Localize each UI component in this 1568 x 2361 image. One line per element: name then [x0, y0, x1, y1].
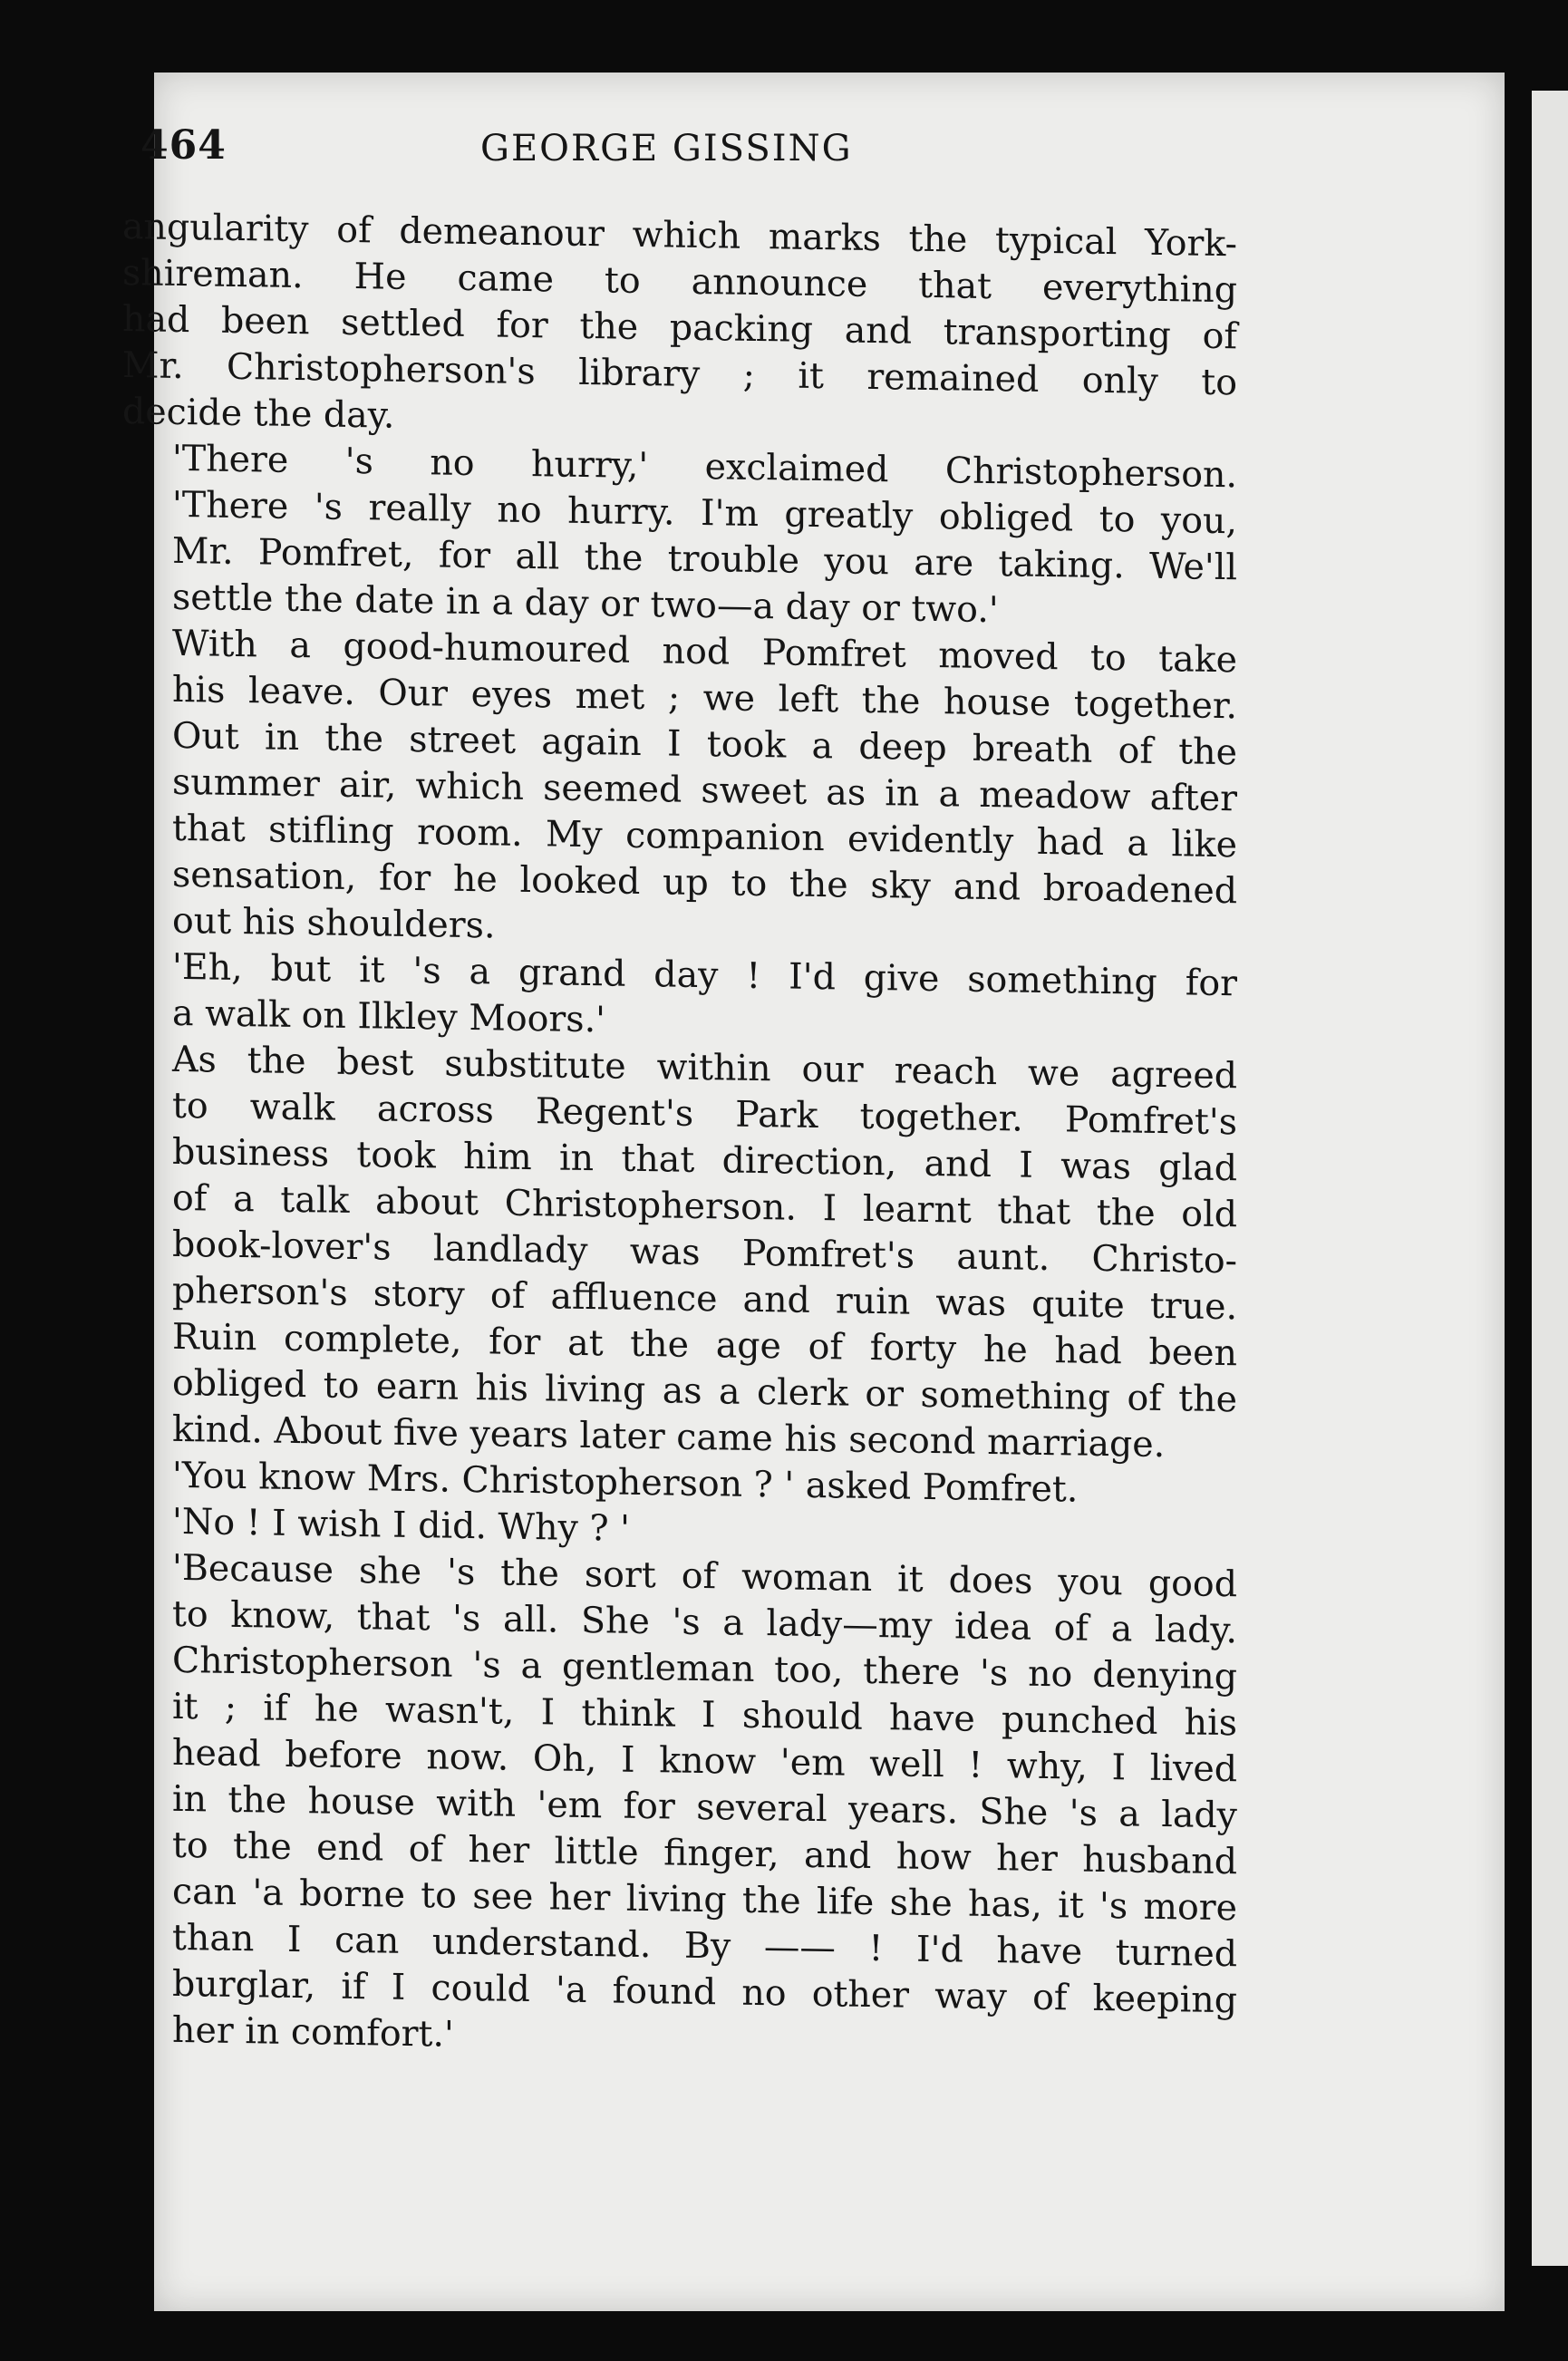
paragraph — [122, 435, 1237, 637]
text-line: can 'a borne to see her living the life she has, it 's more — [172, 1870, 1237, 1930]
text-line: out his shoulders. — [172, 899, 496, 947]
body-text — [122, 204, 1237, 2070]
text-line: of a talk about Christopherson. I learnt that the old — [172, 1176, 1237, 1236]
paragraph — [122, 204, 1237, 452]
text-line: her in comfort.' — [172, 2008, 454, 2056]
text-line: it ; if he wasn't, I think I should have punched his — [172, 1685, 1237, 1745]
text-line: his leave. Our eyes met ; we left the house together. — [172, 668, 1237, 728]
text-line: Mr. Pomfret, for all the trouble you are taking. We'll — [172, 529, 1237, 589]
text-line: in the house with 'em for several years. She 's a lady — [172, 1777, 1237, 1837]
text-line: to know, that 's all. She 's a lady—my idea of a lady. — [172, 1592, 1237, 1652]
paragraph — [122, 1036, 1237, 1469]
page-number: 464 — [140, 122, 227, 169]
paragraph — [122, 943, 1237, 1053]
text-line: a walk on Ilkley Moors.' — [172, 992, 605, 1041]
page-header — [140, 122, 1065, 204]
text-line: 'No ! I wish I did. Why ? ' — [172, 1500, 631, 1550]
text-line: sensation, for he looked up to the sky and broadened — [172, 853, 1237, 913]
paragraph — [122, 620, 1237, 961]
text-line: Ruin complete, for at the age of forty he had been — [172, 1315, 1237, 1375]
text-line: than I can understand. By —— ! I'd have turned — [172, 1916, 1237, 1976]
text-line: to the end of her little finger, and how her husband — [172, 1824, 1237, 1883]
text-line: pherson's story of affluence and ruin was quite true. — [172, 1269, 1237, 1329]
text-line: that stifling room. My companion evidently had a like — [172, 807, 1237, 866]
text-line: kind. About five years later came his second marriage. — [172, 1408, 1166, 1466]
text-line: With a good-humoured nod Pomfret moved to take — [172, 622, 1237, 682]
text-line: burglar, if I could 'a found no other way of keeping — [172, 1962, 1237, 2022]
text-line: to walk across Regent's Park together. Pomfret's — [172, 1084, 1237, 1144]
next-page-edge — [1532, 91, 1568, 2266]
paragraph — [122, 1544, 1237, 2070]
text-line: 'There 's no hurry,' exclaimed Christopherson. — [172, 437, 1237, 497]
text-line: book-lover's landlady was Pomfret's aunt. Christo- — [172, 1223, 1237, 1282]
text-line: decide the day. — [122, 391, 395, 437]
text-line: Christopherson 's a gentleman too, there 's no denying — [172, 1639, 1237, 1698]
running-head: GEORGE GISSING — [480, 128, 853, 169]
text-line: head before now. Oh, I know 'em well ! why, I lived — [172, 1731, 1237, 1791]
text-line: business took him in that direction, and I was glad — [172, 1130, 1237, 1190]
text-line: 'Eh, but it 's a grand day ! I'd give something for — [172, 945, 1237, 1005]
text-line: had been settled for the packing and transporting of — [122, 298, 1237, 358]
text-line: settle the date in a day or two—a day or two.' — [172, 576, 999, 632]
text-line: 'Because she 's the sort of woman it does you good — [172, 1546, 1237, 1606]
text-line: 'You know Mrs. Christopherson ? ' asked Pomfret. — [172, 1454, 1079, 1511]
text-line: shireman. He came to announce that everything — [122, 252, 1237, 312]
text-line: Out in the street again I took a deep breath of the — [172, 714, 1237, 774]
text-line: angularity of demeanour which marks the typical York- — [122, 206, 1237, 266]
text-line: obliged to earn his living as a clerk or something of the — [172, 1361, 1237, 1421]
text-line: As the best substitute within our reach we agreed — [172, 1038, 1237, 1098]
text-line: Mr. Christopherson's library ; it remained only to — [122, 344, 1237, 404]
text-line: 'There 's really no hurry. I'm greatly obliged to you, — [172, 483, 1237, 543]
text-line: summer air, which seemed sweet as in a meadow after — [172, 760, 1237, 820]
